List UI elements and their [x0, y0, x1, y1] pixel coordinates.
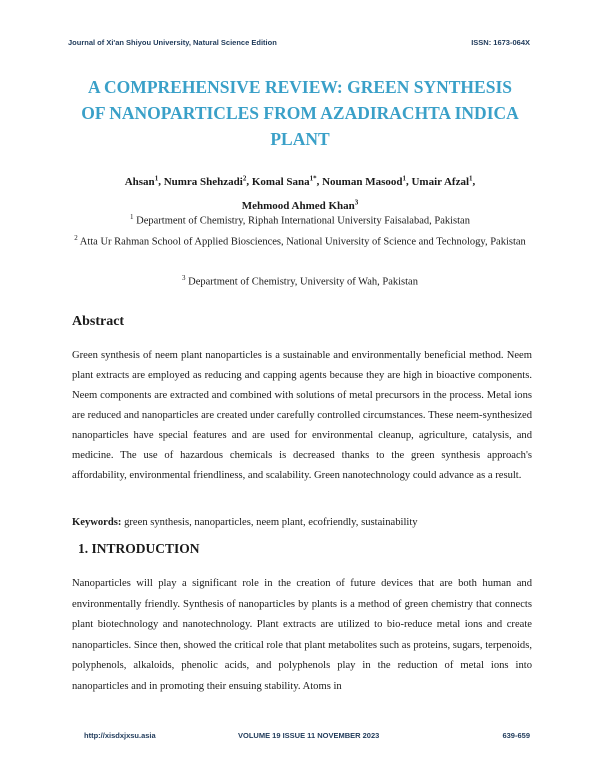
paper-title: A COMPREHENSIVE REVIEW: GREEN SYNTHESIS OF NANOPARTICLES FROM AZADIRACHTA INDICA PLANT: [81, 77, 519, 149]
issn: ISSN: 1673-064X: [471, 38, 530, 47]
affiliation: $^3$ Department of Chemistry, University of Wah, Pakistan: [182, 274, 418, 288]
keywords-label: Keywords:: [72, 517, 122, 528]
abstract-text: Green synthesis of neem plant nanoparticles is a sustainable and environmentally beneficial method. Neem plant extracts are employed as reducing and capping agents because they are high in bioactive components. Neem components are extracted and combined with solutions of metal precursors in the process. Metal ions are reduced and nanoparticles are created under carefully controlled circumstances. These neem-synthesized nanoparticles have special features and are used for environmental cleanup, agriculture, catalysis, and medicine. The use of hazardous chemicals is decreased thanks to the green synthesis approach's affordability, environmental friendliness, and scalability. Green nanotechnology could advance as a result.: [72, 350, 532, 481]
page-range: 639-659: [502, 731, 530, 740]
keywords: [72, 514, 532, 532]
journal-url[interactable]: http://xisdxjxsu.asia: [84, 731, 156, 740]
journal-name: Journal of Xi'an Shiyou University, Natural Science Edition: [68, 38, 277, 47]
volume-info: VOLUME 19 ISSUE 11 NOVEMBER 2023: [238, 731, 380, 740]
abstract-heading: Abstract: [72, 314, 125, 329]
affiliation: $^2$ Atta Ur Rahman School of Applied Biosciences, National University of Science and Technology, Pakistan: [74, 234, 526, 248]
author: Umair Afzal$^1$: [411, 174, 473, 188]
author-list: Ahsan$^1$, Numra Shehzadi$^2$, Komal Sana$^{1*}$, Nouman Masood$^1$, Umair Afzal$^1$, Mehmood Ahmed Khan$^3$: [124, 174, 476, 213]
author: Komal Sana$^{1*}$: [251, 174, 317, 188]
author: Numra Shehzadi$^2$: [163, 174, 247, 188]
keywords-text: green synthesis, nanoparticles, neem plant, ecofriendly, sustainability: [121, 517, 418, 528]
author: Mehmood Ahmed Khan$^3$: [241, 198, 359, 213]
section-heading-introduction: 1. INTRODUCTION: [78, 541, 200, 556]
author: Nouman Masood$^1$: [322, 174, 406, 188]
author: Ahsan$^1$: [124, 174, 159, 188]
affiliation: $^1$ Department of Chemistry, Riphah International University Faisalabad, Pakistan: [130, 213, 470, 227]
introduction-text: Nanoparticles will play a significant role in the creation of future devices that are both human and environmentally friendly. Synthesis of nanoparticles by plants is a method of green chemistry that connects plant biotechnology and nanotechnology. Plant extracts are utilized to bio-reduce metal ions and create nanoparticles. Since then, showed the critical role that plant metabolites such as proteins, sugars, terpenoids, polyphenols, alkaloids, phenolic acids, and polyphenols play in the reduction of metal ions into nanoparticles and in promoting their ensuing stability. Atoms in: [72, 578, 532, 692]
